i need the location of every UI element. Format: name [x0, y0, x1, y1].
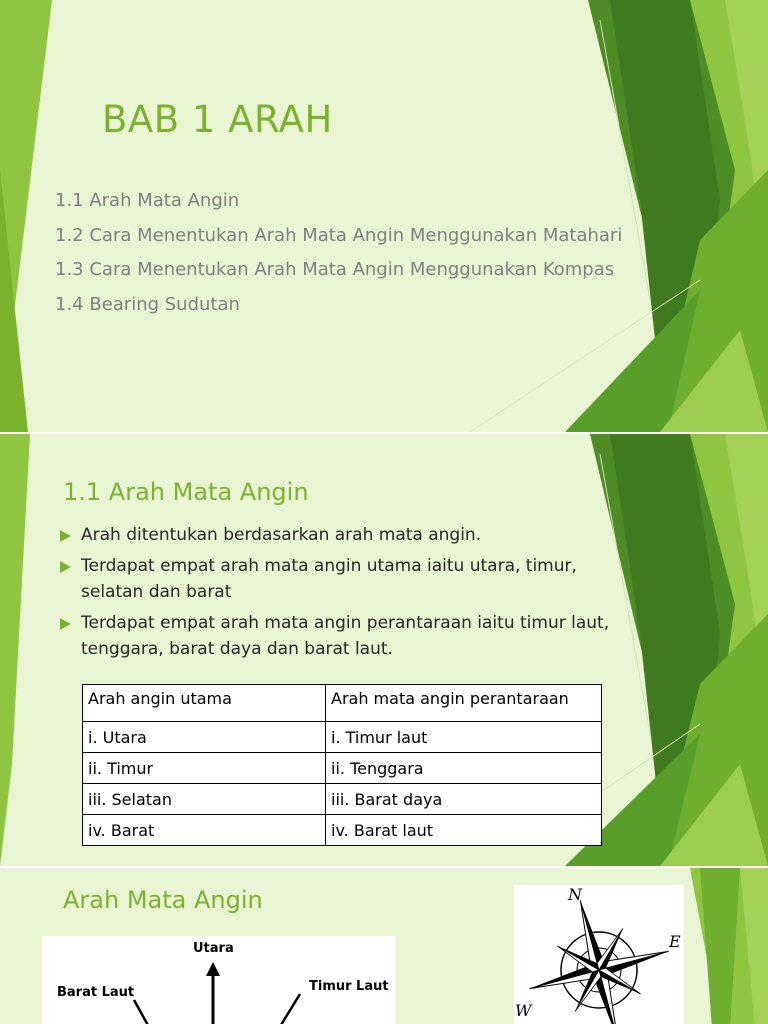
table-cell: i. Utara	[83, 722, 326, 753]
toc-item: 1.2 Cara Menentukan Arah Mata Angin Menggunakan Matahari	[55, 224, 623, 246]
slide-arah-mata-angin-diagram	[0, 868, 768, 1024]
compass-label-w: W	[515, 1001, 532, 1020]
label-north: Utara	[193, 941, 234, 956]
triangle-bullet-icon	[60, 530, 71, 542]
table-header-row	[83, 685, 602, 722]
table-cell: iii. Barat daya	[326, 784, 602, 815]
toc-item: 1.1 Arah Mata Angin	[55, 190, 240, 211]
wind-direction-diagram	[42, 936, 395, 1024]
table-cell: i. Timur laut	[326, 722, 602, 753]
compass-label-n: N	[568, 885, 582, 904]
table-cell: ii. Tenggara	[326, 753, 602, 784]
section-title: Arah Mata Angin	[63, 886, 263, 914]
table-cell: iv. Barat laut	[326, 815, 602, 846]
toc-item: 1.4 Bearing Sudutan	[55, 293, 240, 315]
bullet-item	[60, 553, 640, 605]
compass-rose-image	[514, 885, 684, 1024]
section-title: 1.1 Arah Mata Angin	[63, 478, 309, 506]
table-row	[83, 722, 602, 753]
directions-table	[82, 684, 602, 846]
table-of-contents	[55, 188, 622, 326]
toc-item: 1.3 Cara Menentukan Arah Mata Angin Menggunakan Kompas	[55, 259, 615, 280]
column-header: Arah mata angin perantaraan	[326, 685, 602, 722]
page-title: BAB 1 ARAH	[102, 98, 333, 141]
label-northwest: Barat Laut	[57, 985, 135, 1000]
bullet-item	[60, 522, 640, 548]
bullet-text: Arah ditentukan berdasarkan arah mata angin.	[81, 525, 482, 545]
table-cell: iv. Barat	[83, 815, 326, 846]
bullet-text: Terdapat empat arah mata angin utama iaitu utara, timur, selatan dan barat	[81, 556, 577, 602]
table-row	[83, 753, 602, 784]
slide-title	[0, 0, 768, 432]
bullet-list	[60, 522, 640, 667]
table-cell: ii. Timur	[83, 753, 326, 784]
bullet-text: Terdapat empat arah mata angin perantaraan iaitu timur laut, tenggara, barat daya dan barat laut.	[81, 613, 610, 659]
column-header: Arah angin utama	[83, 685, 326, 722]
triangle-bullet-icon	[60, 561, 71, 573]
table-row	[83, 815, 602, 846]
label-northeast: Timur Laut	[309, 979, 389, 994]
slide-arah-mata-angin	[0, 434, 768, 866]
triangle-bullet-icon	[60, 618, 71, 630]
table-cell: iii. Selatan	[83, 784, 326, 815]
bullet-item	[60, 610, 640, 662]
compass-label-e: E	[669, 932, 681, 951]
table-row	[83, 784, 602, 815]
